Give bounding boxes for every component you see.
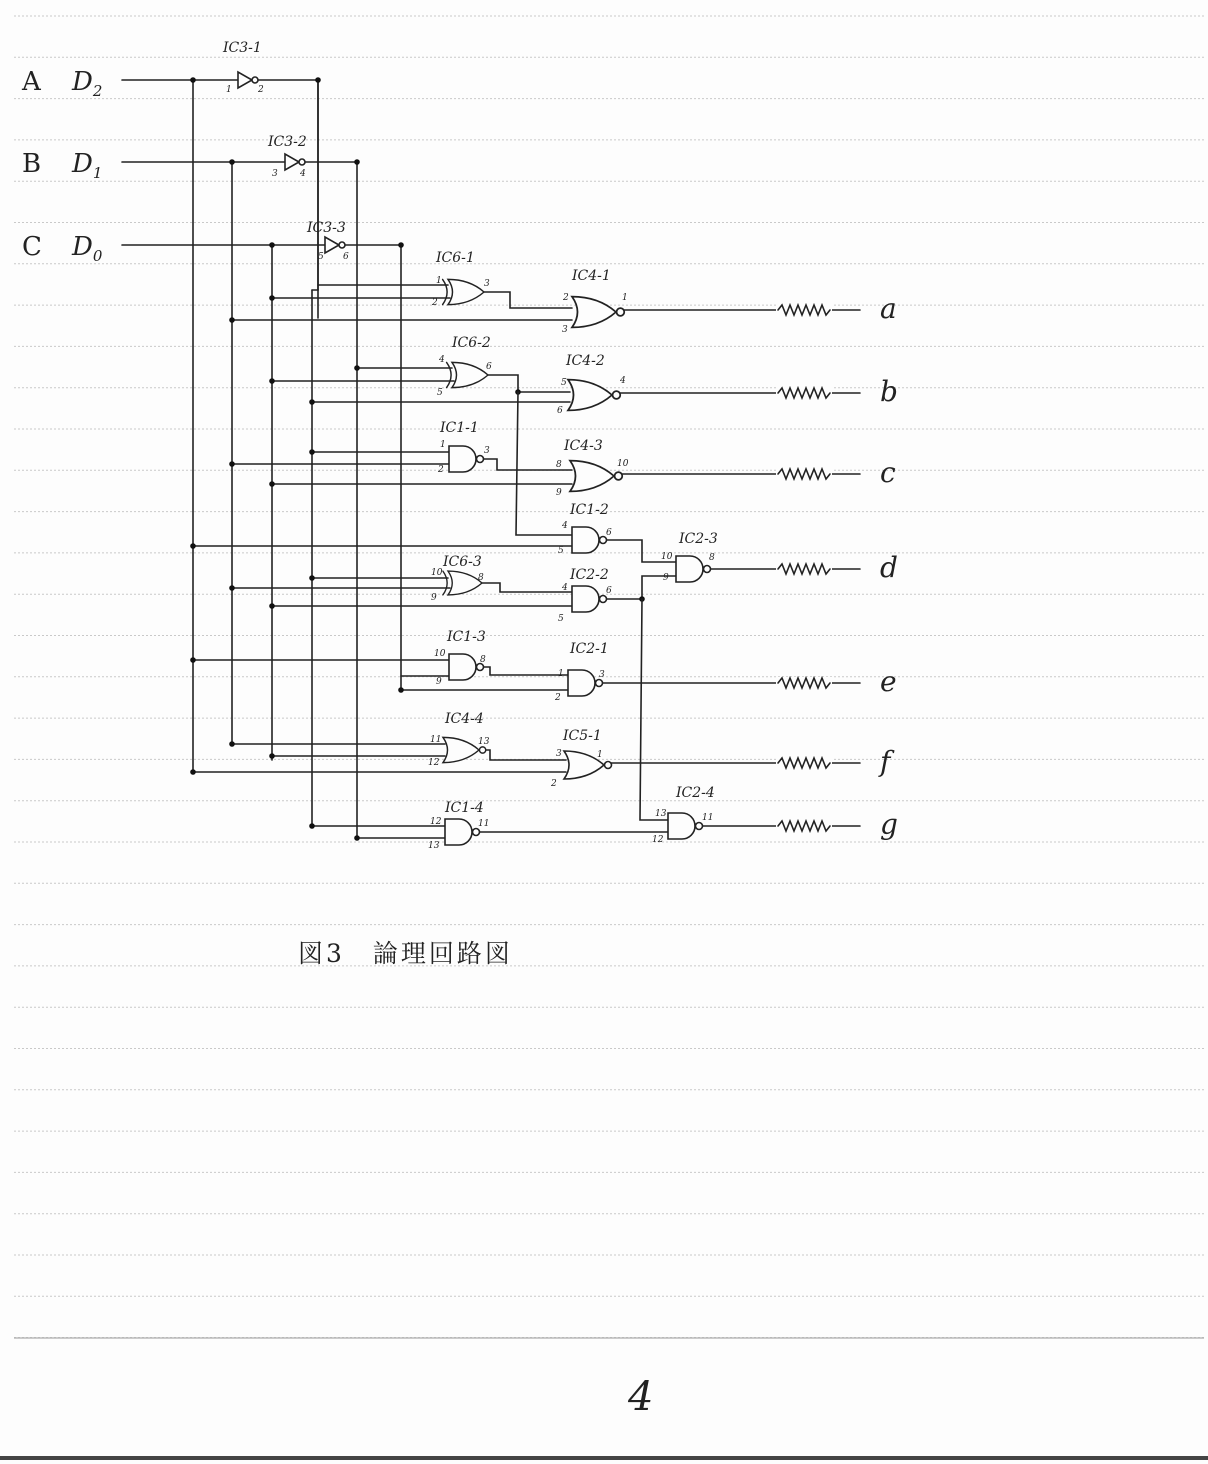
pin-number: 10	[431, 568, 443, 578]
wire	[485, 750, 566, 760]
gate-bubble	[600, 596, 607, 603]
junction-dot	[398, 687, 404, 693]
junction-dot	[269, 378, 275, 384]
gate-body	[568, 380, 612, 411]
gate-body	[572, 297, 616, 328]
pin-number: 4	[562, 521, 568, 531]
junction-dot	[354, 835, 360, 841]
xor-arc	[443, 279, 448, 304]
gate-body	[445, 819, 472, 845]
gate-body	[285, 154, 299, 170]
gate-body	[568, 670, 595, 696]
gate-label-ic3-2: IC3-2	[268, 134, 307, 150]
gate-bubble	[704, 566, 711, 573]
pin-number: 12	[652, 835, 664, 845]
gate-label-ic1-3: IC1-3	[447, 629, 486, 645]
junction-dot	[229, 159, 235, 165]
pin-number: 5	[558, 614, 564, 624]
gate-label-ic3-1: IC3-1	[223, 40, 262, 56]
input-bit-subscript: 2	[92, 82, 103, 100]
gate-bubble	[613, 391, 621, 399]
input-label-c: C	[22, 232, 42, 262]
gate-label-ic1-2: IC1-2	[570, 502, 609, 518]
gate-bubble	[596, 680, 603, 687]
junction-dot	[229, 317, 235, 323]
pin-number: 1	[558, 669, 564, 679]
output-label-e: e	[880, 665, 897, 698]
pin-number: 9	[556, 488, 562, 498]
wire	[488, 375, 570, 392]
gate-label-ic1-1: IC1-1	[440, 420, 479, 436]
pin-number: 13	[428, 841, 440, 851]
gate-ic2-1	[568, 670, 603, 696]
junction-dot	[354, 365, 360, 371]
gate-ic1-1	[449, 446, 484, 472]
input-bit-subscript: 1	[92, 164, 103, 182]
gate-bubble	[339, 242, 345, 248]
junction-dot	[309, 399, 315, 405]
pin-number: 2	[438, 465, 444, 475]
pin-number: 2	[258, 85, 264, 95]
junction-dot	[269, 603, 275, 609]
pin-number: 1	[597, 750, 603, 760]
junction-dot	[398, 242, 404, 248]
input-label-a: A	[22, 67, 41, 97]
pin-number: 10	[434, 649, 446, 659]
junction-dot	[190, 769, 196, 775]
pin-number: 3	[484, 279, 490, 289]
output-label-f: f	[880, 745, 891, 778]
gate-label-ic6-3: IC6-3	[443, 554, 482, 570]
pin-number: 12	[430, 817, 442, 827]
gate-bubble	[252, 77, 258, 83]
wire	[640, 599, 668, 820]
junction-dot	[269, 242, 275, 248]
gate-ic3-3	[325, 237, 345, 253]
pin-number: 13	[478, 737, 490, 747]
pin-number: 11	[430, 735, 442, 745]
input-bit-subscript: 0	[92, 247, 103, 265]
input-bit-label-a: $D_2$	[72, 67, 103, 100]
pin-number: 12	[428, 758, 440, 768]
pin-number: 4	[562, 583, 568, 593]
gate-label-ic4-1: IC4-1	[572, 268, 611, 284]
gate-label-ic3-3: IC3-3	[307, 220, 346, 236]
gate-label-ic2-1: IC2-1	[570, 641, 609, 657]
gate-bubble	[617, 308, 625, 316]
gate-body	[448, 279, 484, 304]
gate-label-ic6-1: IC6-1	[436, 250, 475, 266]
pin-number: 2	[432, 298, 438, 308]
gate-body	[572, 527, 599, 553]
gate-bubble	[299, 159, 305, 165]
wire	[484, 667, 568, 675]
pin-number: 3	[272, 169, 278, 179]
gate-body	[570, 461, 614, 492]
output-label-c: c	[880, 456, 896, 489]
junction-dot	[269, 295, 275, 301]
gate-ic4-3	[570, 461, 622, 492]
junction-dot	[309, 575, 315, 581]
pin-number: 2	[563, 293, 569, 303]
pin-number: 3	[484, 446, 490, 456]
pin-number: 11	[478, 819, 490, 829]
pin-number: 1	[226, 85, 232, 95]
junction-dot	[315, 77, 321, 83]
gate-bubble	[615, 472, 623, 480]
gate-ic1-4	[445, 819, 480, 845]
page-number: 4	[628, 1374, 654, 1420]
pin-number: 5	[318, 252, 324, 262]
input-label-b: B	[22, 149, 42, 179]
junction-dot	[269, 753, 275, 759]
gate-body	[676, 556, 703, 582]
gate-label-ic6-2: IC6-2	[452, 335, 491, 351]
wire	[482, 583, 572, 592]
pin-number: 10	[617, 459, 629, 469]
figure-caption: 図3 論理回路図	[298, 939, 513, 968]
pin-number: 2	[555, 693, 561, 703]
pin-number: 8	[556, 460, 562, 470]
gate-body	[325, 237, 339, 253]
gate-body	[238, 72, 252, 88]
gate-ic6-1	[443, 279, 484, 304]
gate-label-ic4-4: IC4-4	[445, 711, 484, 727]
junction-dot	[190, 657, 196, 663]
gate-label-ic4-3: IC4-3	[564, 438, 603, 454]
gate-ic1-3	[449, 654, 484, 680]
gate-bubble	[477, 456, 484, 463]
pin-number: 5	[437, 388, 443, 398]
pin-number: 8	[480, 655, 486, 665]
gate-bubble	[473, 829, 480, 836]
gate-label-ic4-2: IC4-2	[566, 353, 605, 369]
wire	[516, 392, 572, 535]
pin-number: 5	[561, 378, 567, 388]
gate-body	[572, 586, 599, 612]
pin-number: 1	[622, 293, 628, 303]
junction-dot	[309, 449, 315, 455]
gate-ic5-1	[564, 751, 612, 779]
gate-label-ic2-3: IC2-3	[679, 531, 718, 547]
output-label-a: a	[880, 292, 897, 325]
gate-body	[668, 813, 695, 839]
pin-number: 3	[562, 325, 568, 335]
pin-number: 4	[300, 169, 306, 179]
junction-dot	[269, 481, 275, 487]
pin-number: 13	[655, 809, 667, 819]
junction-dot	[229, 741, 235, 747]
gate-ic2-3	[676, 556, 711, 582]
gate-ic3-2	[285, 154, 305, 170]
input-bit-label-c: $D_0$	[72, 232, 103, 265]
output-label-g: g	[880, 808, 898, 841]
gate-bubble	[605, 762, 612, 769]
pin-number: 10	[661, 552, 673, 562]
pin-number: 1	[440, 440, 446, 450]
pin-number: 9	[663, 573, 669, 583]
gate-body	[443, 737, 479, 762]
gate-ic3-1	[238, 72, 258, 88]
pin-number: 5	[558, 546, 564, 556]
junction-dot	[190, 77, 196, 83]
pin-number: 8	[478, 573, 484, 583]
pin-number: 11	[702, 813, 714, 823]
gate-ic1-2	[572, 527, 607, 553]
gate-label-ic1-4: IC1-4	[445, 800, 484, 816]
gate-ic6-3	[443, 571, 482, 595]
pin-number: 4	[620, 376, 626, 386]
junction-dot	[229, 461, 235, 467]
gate-ic2-4	[668, 813, 703, 839]
xor-arc	[443, 571, 447, 595]
pin-number: 3	[599, 670, 605, 680]
pin-number: 9	[436, 677, 442, 687]
logic-gates	[238, 72, 714, 845]
gate-body	[449, 446, 476, 472]
pin-number: 6	[557, 406, 563, 416]
gate-ic4-2	[568, 380, 620, 411]
pin-number: 6	[606, 528, 612, 538]
gate-bubble	[696, 823, 703, 830]
pin-number: 9	[431, 593, 437, 603]
pin-number: 6	[343, 252, 349, 262]
input-bit-label-b: $D_1$	[72, 149, 103, 182]
junction-dot	[190, 543, 196, 549]
xor-arc	[447, 362, 452, 387]
pin-number: 3	[556, 749, 562, 759]
wiring	[122, 77, 860, 841]
gate-label-ic2-2: IC2-2	[570, 567, 609, 583]
gate-ic4-1	[572, 297, 624, 328]
pin-number: 1	[436, 276, 442, 286]
gate-ic6-2	[447, 362, 488, 387]
junction-dot	[229, 585, 235, 591]
gate-body	[449, 654, 476, 680]
gate-body	[452, 362, 488, 387]
pin-number: 6	[486, 362, 492, 372]
pin-number: 4	[439, 355, 445, 365]
output-label-d: d	[880, 551, 898, 584]
gate-ic2-2	[572, 586, 607, 612]
gate-label-ic2-4: IC2-4	[676, 785, 715, 801]
pin-number: 6	[606, 586, 612, 596]
junction-dot	[309, 823, 315, 829]
output-label-b: b	[880, 375, 898, 408]
gate-label-ic5-1: IC5-1	[563, 728, 602, 744]
pin-number: 8	[709, 553, 715, 563]
gate-body	[448, 571, 482, 595]
pin-number: 2	[551, 779, 557, 789]
gate-bubble	[479, 747, 485, 753]
junction-dot	[354, 159, 360, 165]
